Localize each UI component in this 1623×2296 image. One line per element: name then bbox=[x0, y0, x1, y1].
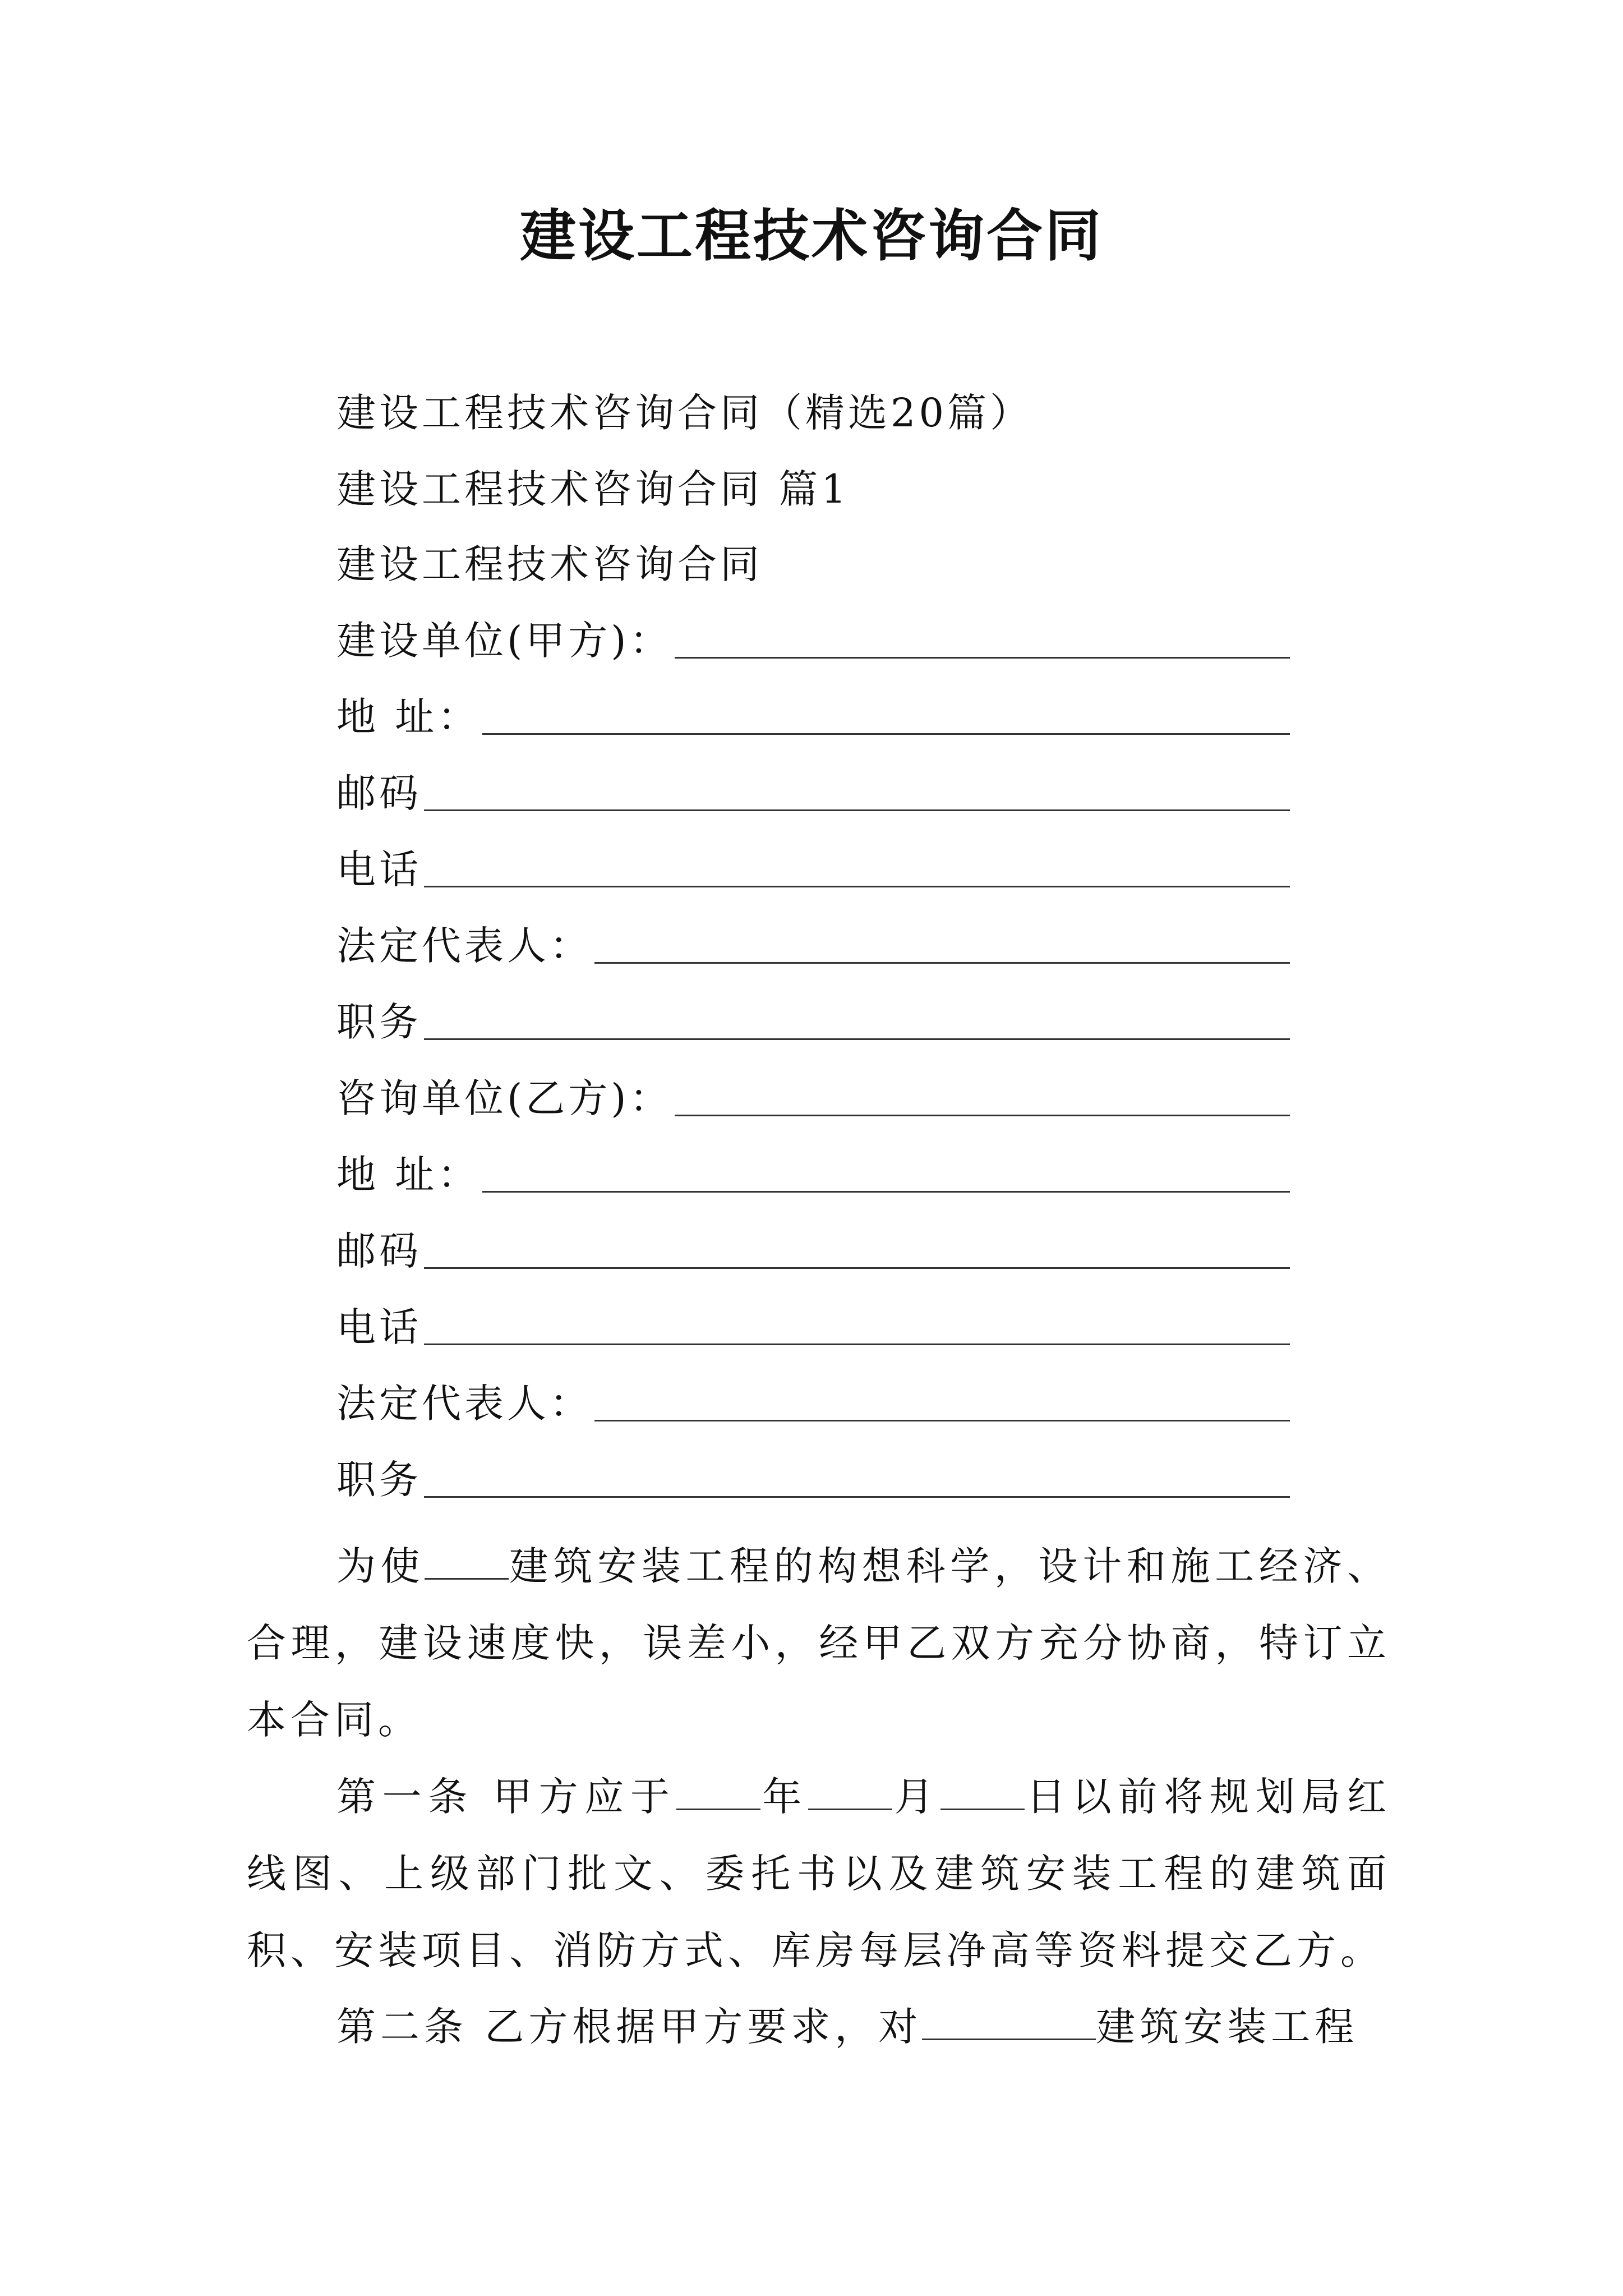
party-a-postcode-field[interactable] bbox=[336, 765, 1290, 821]
contract-heading: 建设工程技术咨询合同 bbox=[336, 541, 763, 587]
party-b-postcode-blank[interactable] bbox=[424, 1267, 1290, 1269]
party-a-address-label: 地 址： bbox=[336, 694, 481, 740]
party-b-unit-label: 咨询单位(乙方)： bbox=[336, 1075, 672, 1121]
party-a-position-field[interactable] bbox=[336, 994, 1290, 1050]
month-blank[interactable] bbox=[808, 1776, 892, 1810]
party-b-address-blank[interactable] bbox=[482, 1191, 1290, 1193]
party-a-phone-label: 电话 bbox=[336, 846, 422, 892]
party-b-rep-field[interactable] bbox=[336, 1375, 1290, 1432]
article-1-text-rest: 日以前将规划局红线图、上级部门批文、委托书以及建筑安装工程的建筑面积、安装项目、消防方式、库房每层净高等资料提交乙方。 bbox=[247, 1774, 1391, 1973]
party-a-phone-field[interactable] bbox=[336, 841, 1290, 898]
article-2-text-rest: 建筑安装工程 bbox=[1096, 2004, 1359, 2050]
day-blank[interactable] bbox=[940, 1776, 1025, 1810]
article-2-text-start: 第二条 乙方根据甲方要求，对 bbox=[336, 2004, 923, 2050]
section-heading: 建设工程技术咨询合同 篇1 bbox=[336, 466, 850, 512]
party-b-position-label: 职务 bbox=[336, 1457, 422, 1503]
party-b-postcode-field[interactable] bbox=[336, 1223, 1290, 1279]
party-a-rep-blank[interactable] bbox=[594, 962, 1290, 964]
article-1-text-start: 第一条 甲方应于 bbox=[336, 1774, 676, 1820]
party-a-unit-label: 建设单位(甲方)： bbox=[336, 618, 672, 664]
party-a-position-label: 职务 bbox=[336, 999, 422, 1045]
party-b-position-field[interactable] bbox=[336, 1452, 1290, 1508]
year-label: 年 bbox=[760, 1774, 809, 1820]
party-b-phone-label: 电话 bbox=[336, 1304, 422, 1350]
intro-text-rest: 建筑安装工程的构想科学，设计和施工经济、合理，建设速度快，误差小，经甲乙双方充分协商，特订立本合同。 bbox=[247, 1543, 1391, 1743]
article-1-paragraph bbox=[247, 1759, 1391, 1989]
party-b-unit-blank[interactable] bbox=[675, 1115, 1290, 1116]
party-a-postcode-label: 邮码 bbox=[336, 770, 422, 816]
article-2-project-blank[interactable] bbox=[922, 2006, 1096, 2040]
intro-paragraph bbox=[247, 1528, 1391, 1759]
party-b-rep-label: 法定代表人： bbox=[336, 1381, 592, 1427]
party-a-unit-blank[interactable] bbox=[675, 657, 1290, 659]
party-b-position-blank[interactable] bbox=[424, 1496, 1290, 1498]
party-a-unit-field[interactable] bbox=[336, 613, 1290, 669]
party-b-postcode-label: 邮码 bbox=[336, 1228, 422, 1274]
document-title: 建设工程技术咨询合同 bbox=[520, 203, 1103, 269]
party-a-rep-field[interactable] bbox=[336, 918, 1290, 974]
party-a-address-blank[interactable] bbox=[482, 733, 1290, 735]
month-label: 月 bbox=[892, 1774, 940, 1820]
project-name-blank[interactable] bbox=[425, 1545, 509, 1580]
party-b-address-label: 地 址： bbox=[336, 1152, 481, 1198]
party-b-phone-blank[interactable] bbox=[424, 1343, 1290, 1345]
party-a-phone-blank[interactable] bbox=[424, 886, 1290, 887]
party-b-rep-blank[interactable] bbox=[594, 1420, 1290, 1421]
party-a-address-field[interactable] bbox=[336, 689, 1290, 745]
article-2-paragraph bbox=[247, 1989, 1391, 2065]
party-b-unit-field[interactable] bbox=[336, 1070, 1290, 1126]
party-a-rep-label: 法定代表人： bbox=[336, 923, 592, 969]
party-b-address-field[interactable] bbox=[336, 1147, 1290, 1203]
party-a-postcode-blank[interactable] bbox=[424, 809, 1290, 811]
party-a-position-blank[interactable] bbox=[424, 1038, 1290, 1040]
collection-heading: 建设工程技术咨询合同（精选20篇） bbox=[336, 390, 1033, 436]
year-blank[interactable] bbox=[676, 1776, 760, 1810]
party-b-phone-field[interactable] bbox=[336, 1299, 1290, 1355]
intro-text-start: 为使 bbox=[336, 1543, 425, 1589]
